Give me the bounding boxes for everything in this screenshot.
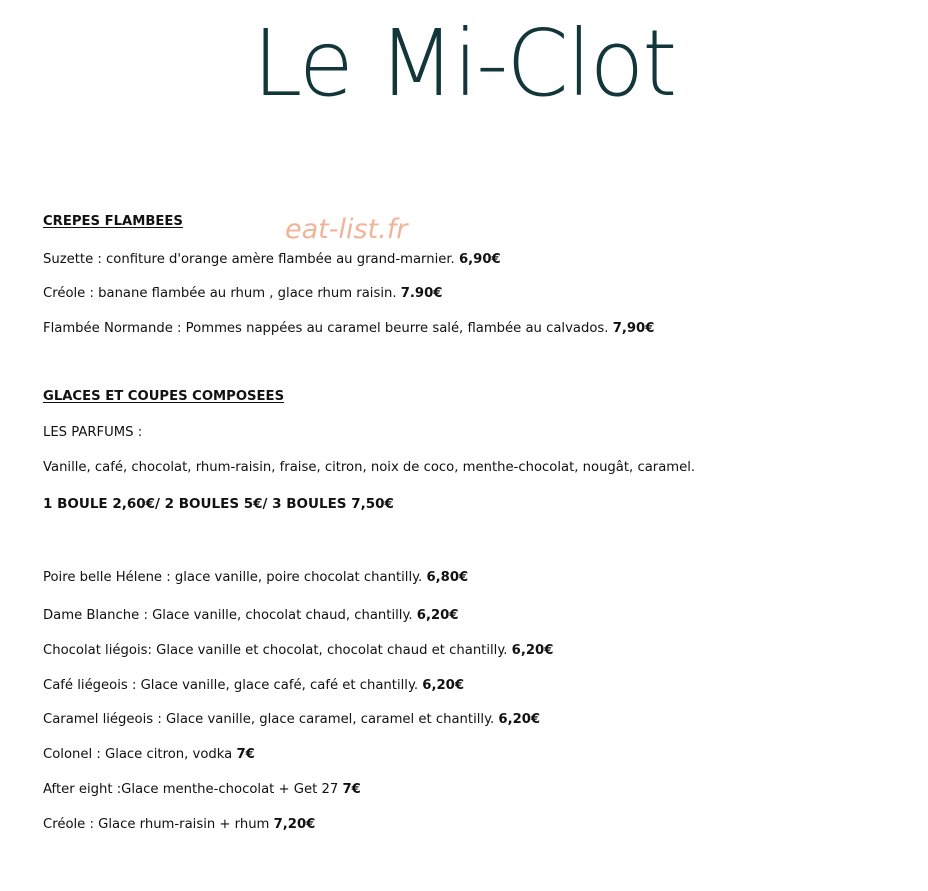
menu-item-after-eight bbox=[43, 781, 361, 799]
menu-item-crepe-normande bbox=[43, 320, 654, 338]
section-title-crepes: CREPES FLAMBEES bbox=[43, 214, 183, 229]
menu-item-creole-glace bbox=[43, 816, 315, 834]
menu-item-chocolat-liegeois bbox=[43, 642, 553, 660]
menu-item-colonel bbox=[43, 746, 255, 764]
menu-item-description: After eight :Glace menthe-chocolat + Get 27 bbox=[43, 782, 339, 797]
menu-item-description: Café liégeois : Glace vanille, glace café, café et chantilly. bbox=[43, 678, 419, 693]
menu-item-price: 6,20€ bbox=[422, 678, 464, 693]
menu-item-price: 7€ bbox=[236, 747, 255, 762]
section-title-glaces: GLACES ET COUPES COMPOSEES bbox=[43, 389, 285, 404]
menu-item-description: Chocolat liégois: Glace vanille et chocolat, chocolat chaud et chantilly. bbox=[43, 643, 508, 658]
menu-item-description: Flambée Normande : Pommes nappées au caramel beurre salé, flambée au calvados. bbox=[43, 321, 609, 336]
parfums-label: LES PARFUMS : bbox=[43, 425, 143, 440]
menu-item-price: 7,90€ bbox=[612, 321, 655, 336]
menu-item-price: 7€ bbox=[342, 782, 361, 797]
menu-item-description: Caramel liégeois : Glace vanille, glace caramel, caramel et chantilly. bbox=[43, 712, 495, 727]
boules-pricing: 1 BOULE 2,60€/ 2 BOULES 5€/ 3 BOULES 7,50€ bbox=[43, 496, 394, 512]
watermark-text: eat-list.fr bbox=[285, 214, 408, 245]
menu-item-price: 6,90€ bbox=[458, 252, 501, 267]
menu-item-price: 6,20€ bbox=[416, 608, 459, 623]
menu-item-crepe-creole bbox=[43, 285, 442, 303]
menu-item-poire-belle-helene bbox=[43, 569, 468, 587]
menu-item-cafe-liegeois bbox=[43, 677, 464, 695]
menu-item-description: Colonel : Glace citron, vodka bbox=[43, 747, 233, 762]
menu-item-description: Créole : banane flambée au rhum , glace rhum raisin. bbox=[43, 286, 397, 301]
menu-item-description: Créole : Glace rhum-raisin + rhum bbox=[43, 817, 270, 832]
menu-item-description: Dame Blanche : Glace vanille, chocolat chaud, chantilly. bbox=[43, 608, 413, 623]
menu-item-crepe-suzette bbox=[43, 251, 501, 269]
menu-item-price: 7,20€ bbox=[273, 817, 316, 832]
menu-item-price: 7.90€ bbox=[400, 286, 443, 301]
parfums-list: Vanille, café, chocolat, rhum-raisin, fraise, citron, noix de coco, menthe-chocolat, nougât, caramel. bbox=[43, 460, 696, 475]
menu-item-description: Poire belle Hélene : glace vanille, poire chocolat chantilly. bbox=[43, 570, 423, 585]
menu-item-dame-blanche bbox=[43, 607, 459, 625]
restaurant-logo-title: Le Mi-Clot bbox=[252, 10, 676, 117]
menu-item-price: 6,20€ bbox=[498, 712, 541, 727]
menu-item-price: 6,80€ bbox=[426, 570, 469, 585]
menu-item-description: Suzette : confiture d'orange amère flambée au grand-marnier. bbox=[43, 252, 455, 267]
menu-item-caramel-liegeois bbox=[43, 711, 540, 729]
menu-item-price: 6,20€ bbox=[511, 643, 554, 658]
